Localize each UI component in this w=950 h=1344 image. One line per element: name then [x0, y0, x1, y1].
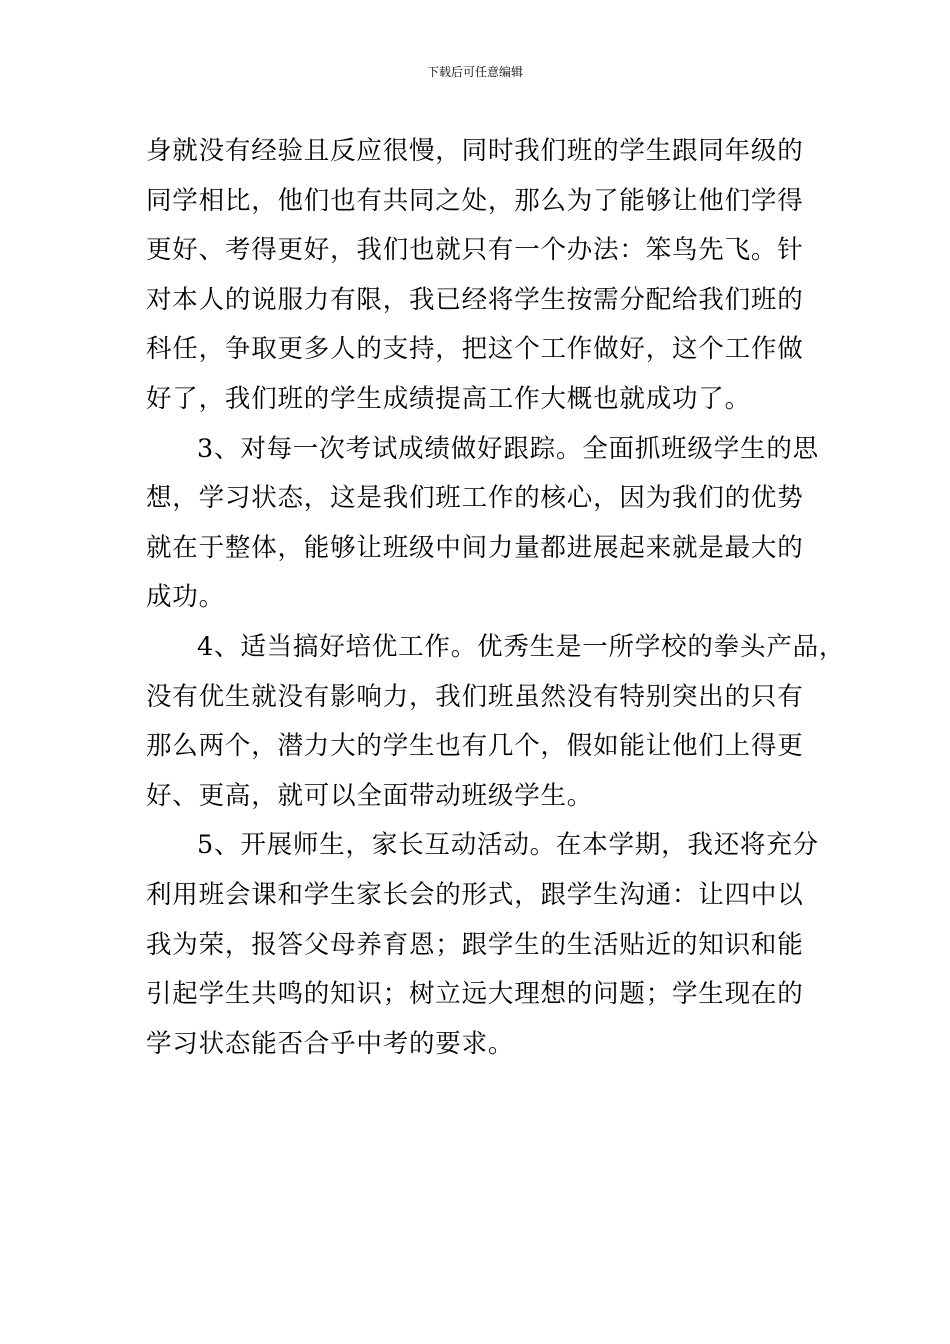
text-line: 学习状态能否合乎中考的要求。 — [146, 1028, 515, 1059]
text-line: 科任，争取更多人的支持，把这个工作做好，这个工作做 — [146, 334, 804, 365]
document-body — [146, 127, 846, 1069]
paragraph-start-4: 4、适当搞好培优工作。优秀生是一所学校的拳头产品， — [197, 631, 846, 662]
text-line: 我为荣，报答父母养育恩；跟学生的生活贴近的知识和能 — [146, 929, 804, 960]
text-line: 对本人的说服力有限，我已经将学生按需分配给我们班的 — [146, 284, 804, 315]
page-header: 下载后可任意编辑 — [426, 65, 523, 79]
text-line: 同学相比，他们也有共同之处，那么为了能够让他们学得 — [146, 185, 804, 216]
text-line: 身就没有经验且反应很慢，同时我们班的学生跟同年级的 — [146, 136, 804, 166]
text-line: 好了，我们班的学生成绩提高工作大概也就成功了。 — [146, 383, 751, 414]
paragraph-start-5: 5、开展师生，家长互动活动。在本学期，我还将充分 — [197, 830, 819, 861]
text-line: 利用班会课和学生家长会的形式，跟学生沟通：让四中以 — [146, 879, 804, 910]
text-line: 就在于整体，能够让班级中间力量都进展起来就是最大的 — [146, 532, 804, 563]
text-line: 更好、考得更好，我们也就只有一个办法：笨鸟先飞。针 — [146, 235, 804, 266]
text-line: 那么两个，潜力大的学生也有几个，假如能让他们上得更 — [146, 731, 804, 762]
paragraph-start-3: 3、对每一次考试成绩做好跟踪。全面抓班级学生的思 — [197, 433, 819, 464]
text-line: 想，学习状态，这是我们班工作的核心，因为我们的优势 — [146, 483, 804, 514]
text-line: 成功。 — [146, 582, 225, 613]
text-line: 好、更高，就可以全面带动班级学生。 — [146, 780, 594, 811]
text-line: 引起学生共鸣的知识；树立远大理想的问题；学生现在的 — [146, 979, 804, 1010]
text-line: 没有优生就没有影响力，我们班虽然没有特别突出的只有 — [146, 681, 804, 712]
